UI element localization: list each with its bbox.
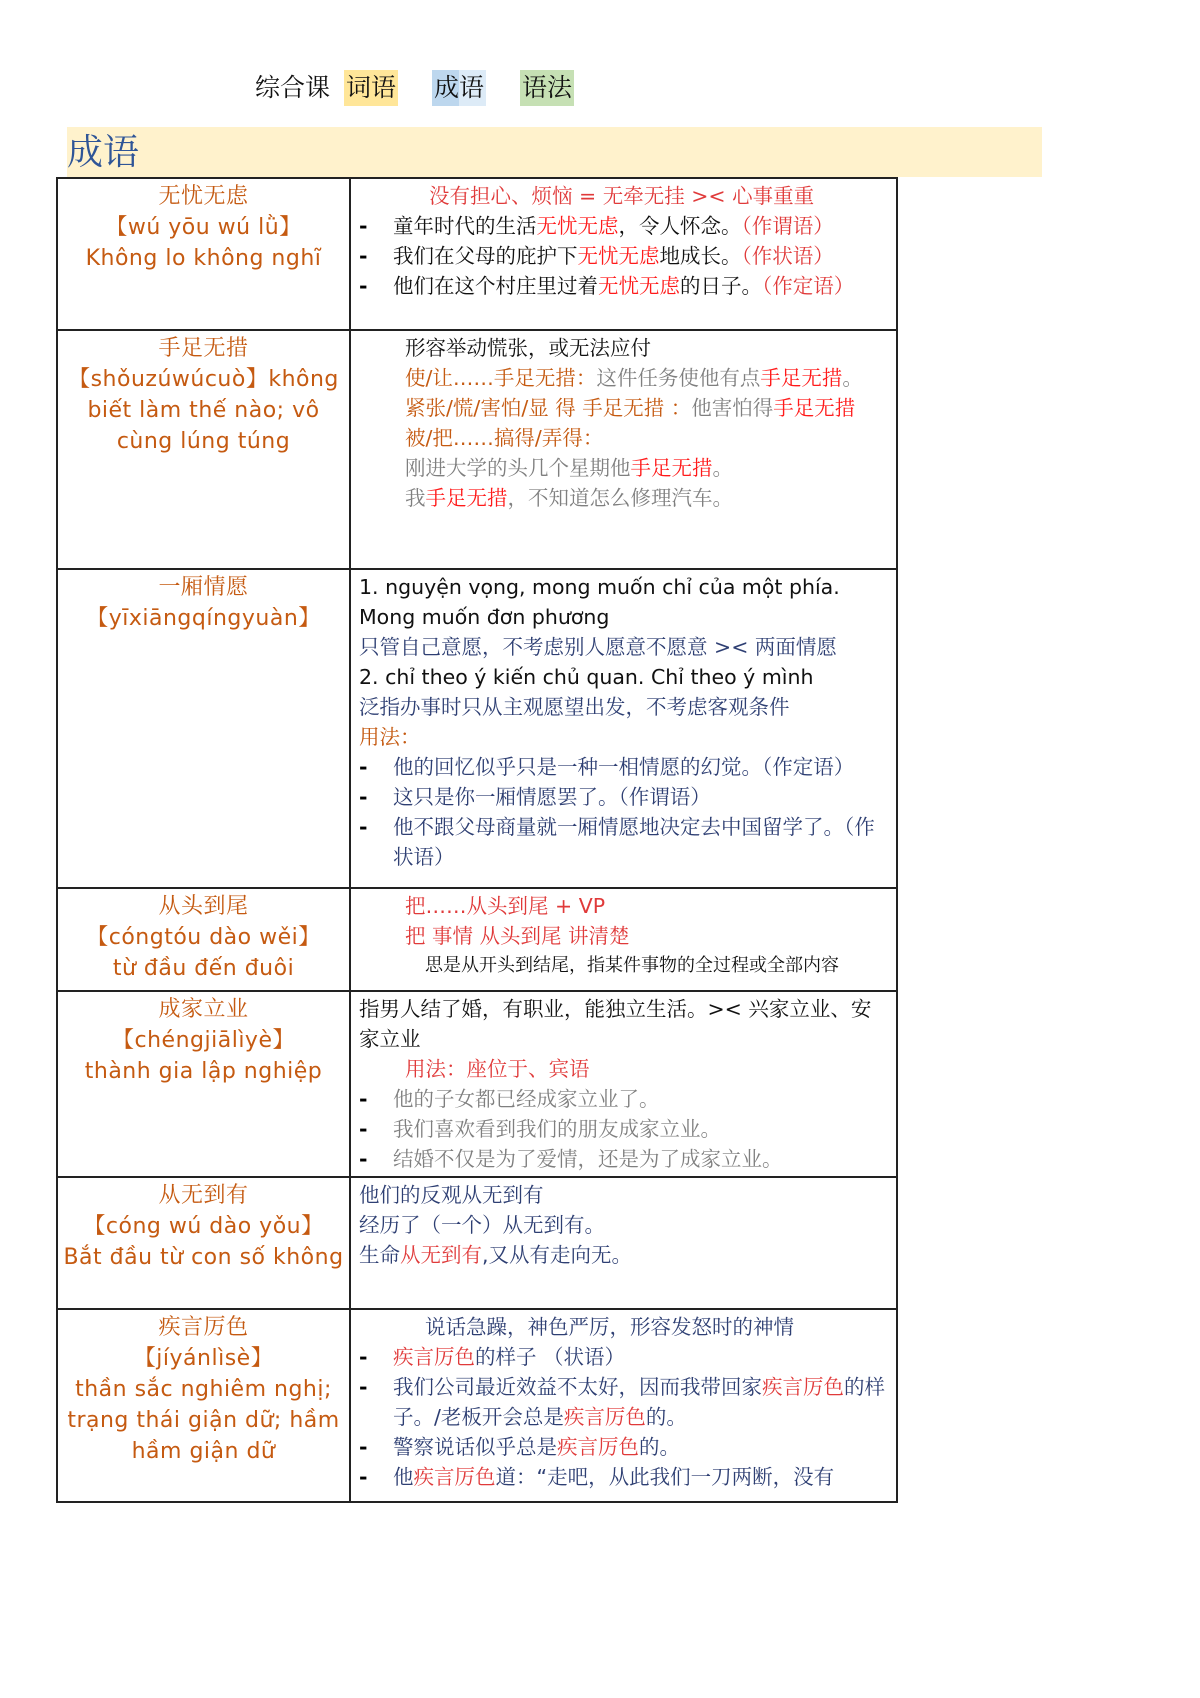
explanation-line — [359, 1180, 890, 1210]
text-segment: 形容举动慌张，或无法应付 — [405, 336, 651, 360]
section-title: 成语 — [67, 132, 140, 173]
text-segment: 指男人结了婚，有职业，能独立生活。>< 兴家立业、安家立业 — [359, 997, 872, 1051]
text-segment: 他不跟父母商量就一厢情愿地决定去中国留学了。（作状语） — [393, 815, 875, 869]
idiom-chinese: 成家立业 — [158, 997, 249, 1022]
explanation-line — [359, 1054, 890, 1084]
text-segment: 无忧无虑 — [536, 214, 619, 238]
explanation-line — [359, 333, 890, 363]
example-item — [359, 1342, 890, 1372]
text-segment: 他害怕得 — [691, 396, 774, 420]
text-segment: 疾言厉色 — [393, 1345, 475, 1369]
text-segment: ,又从有走向无。 — [482, 1243, 633, 1267]
text-segment: 无忧无虑 — [577, 244, 660, 268]
idiom-row — [57, 888, 897, 991]
idiom-gloss: thành gia lập nghiệp — [84, 1059, 323, 1084]
explanation-cell — [350, 330, 897, 569]
example-item — [359, 211, 890, 241]
explanation-line — [359, 393, 890, 423]
idiom-gloss: thần sắc nghiêm nghị; — [75, 1377, 332, 1402]
idiom-chinese: 疾言厉色 — [158, 1315, 249, 1340]
idiom-cell — [57, 1309, 350, 1502]
explanation-line — [359, 572, 890, 632]
text-segment: 的样子。/老板开会总是 — [393, 1375, 885, 1429]
idiom-cell — [57, 569, 350, 888]
idiom-row — [57, 991, 897, 1177]
tab-idioms[interactable]: 成语 — [432, 70, 486, 106]
text-segment: 被/把……搞得/弄得： — [405, 426, 604, 450]
text-segment: 我们在父母的庇护下 — [393, 244, 578, 268]
explanation-line — [359, 1210, 890, 1240]
example-item — [359, 271, 890, 301]
text-segment: 疾言厉色 — [413, 1465, 496, 1489]
idiom-cell — [57, 178, 350, 330]
text-segment: 的日子。 — [680, 274, 762, 298]
text-segment: 把……从头到尾 + VP — [405, 894, 606, 918]
text-segment: 我 — [405, 486, 426, 510]
example-item — [359, 1372, 890, 1432]
tab-vocabulary[interactable]: 词语 — [344, 70, 398, 106]
explanation-line — [359, 662, 890, 692]
idiom-gloss: Không lo không nghĩ — [85, 246, 322, 271]
text-segment: 他的子女都已经成家立业了。 — [393, 1087, 660, 1111]
text-segment: 没有担心、烦恼 = 无牵无挂 >< 心事重重 — [429, 184, 815, 208]
text-segment: 手足无措 — [773, 396, 856, 420]
text-segment: 把 事情 从头到尾 讲清楚 — [405, 924, 630, 948]
explanation-cell — [350, 888, 897, 991]
text-segment: 手足无措 — [630, 456, 713, 480]
text-segment: 刚进大学的头几个星期他 — [405, 456, 631, 480]
idiom-cell — [57, 888, 350, 991]
text-segment: 他 — [393, 1465, 414, 1489]
section-header — [67, 127, 1042, 177]
nav-title: 综合课 — [255, 73, 331, 102]
text-segment: 。 — [842, 366, 863, 390]
text-segment: 他们在这个村庄里过着 — [393, 274, 598, 298]
explanation-line — [359, 1240, 890, 1270]
example-item — [359, 1432, 890, 1462]
text-segment: ，令人怀念。 — [618, 214, 742, 238]
idiom-row — [57, 569, 897, 888]
text-segment: 我们喜欢看到我们的朋友成家立业。 — [393, 1117, 721, 1141]
idiom-gloss: 【jíyánlìsè】 — [133, 1346, 274, 1371]
explanation-line — [359, 181, 890, 211]
text-segment: 的样子 （状语） — [475, 1345, 626, 1369]
explanation-line — [359, 722, 890, 752]
example-item — [359, 1462, 890, 1492]
text-segment: ，不知道怎么修理汽车。 — [507, 486, 733, 510]
explanation-line — [359, 632, 890, 662]
explanation-line — [359, 994, 890, 1054]
idiom-row — [57, 178, 897, 330]
example-item — [359, 1144, 890, 1174]
text-segment: （作谓语） — [741, 214, 834, 238]
example-item — [359, 1114, 890, 1144]
text-segment: 泛指办事时只从主观愿望出发，不考虑客观条件 — [359, 695, 790, 719]
idiom-gloss: trạng thái giận dữ; hầm hầm giận dữ — [67, 1408, 340, 1464]
text-segment: 手足无措 — [760, 366, 843, 390]
example-item — [359, 812, 890, 872]
explanation-cell — [350, 1177, 897, 1309]
idiom-gloss: 【cóngtóu dào wěi】 — [86, 925, 321, 950]
explanation-cell — [350, 991, 897, 1177]
text-segment: 这只是你一厢情愿罢了。（作谓语） — [393, 785, 711, 809]
explanation-cell — [350, 1309, 897, 1502]
idiom-gloss: 【cóng wú dào yǒu】 — [83, 1214, 324, 1239]
example-item — [359, 1084, 890, 1114]
text-segment: 只管自己意愿，不考虑别人愿意不愿意 >< 两面情愿 — [359, 635, 837, 659]
text-segment: 疾言厉色 — [762, 1375, 844, 1399]
idiom-row — [57, 330, 897, 569]
idiom-gloss: 【chéngjiālìyè】 — [112, 1028, 295, 1053]
explanation-line — [359, 891, 890, 921]
idiom-cell — [57, 330, 350, 569]
idiom-gloss: 【shǒuzúwúcuò】không biết làm thế nào; vô cùng lúng túng — [68, 367, 339, 454]
explanation-line — [359, 423, 890, 453]
idiom-gloss: 【wú yōu wú lǜ】 — [105, 215, 302, 240]
text-segment: 用法： — [359, 725, 421, 749]
text-segment: 生命 — [359, 1243, 400, 1267]
explanation-line — [359, 363, 890, 393]
text-segment: 1. nguyện vọng, mong muốn chỉ của một phía. Mong muốn đơn phương — [359, 575, 840, 629]
text-segment: 的。 — [645, 1405, 687, 1429]
idiom-chinese: 一厢情愿 — [158, 575, 249, 600]
idiom-cell — [57, 1177, 350, 1309]
idiom-chinese: 从无到有 — [158, 1183, 249, 1208]
text-segment: 他的回忆似乎只是一种一相情愿的幻觉。（作定语） — [393, 755, 855, 779]
text-segment: 我们公司最近效益不太好，因而我带回家 — [393, 1375, 762, 1399]
text-segment: 说话急躁，神色严厉，形容发怒时的神情 — [425, 1315, 794, 1339]
text-segment: 。 — [712, 456, 733, 480]
text-segment: 手足无措 — [425, 486, 508, 510]
text-segment: 的。 — [639, 1435, 680, 1459]
idiom-chinese: 无忧无虑 — [158, 184, 249, 209]
text-segment: 使/让……手足无措： — [405, 366, 597, 390]
idiom-table — [56, 177, 898, 1503]
tab-grammar[interactable]: 语法 — [520, 70, 574, 106]
text-segment: 用法：座位于、宾语 — [405, 1057, 590, 1081]
text-segment: 警察说话似乎总是 — [393, 1435, 557, 1459]
explanation-line — [359, 453, 890, 483]
text-segment: 疾言厉色 — [557, 1435, 639, 1459]
idiom-row — [57, 1177, 897, 1309]
lesson-nav — [253, 70, 574, 106]
explanation-cell — [350, 569, 897, 888]
text-segment: 经历了（一个）从无到有。 — [359, 1213, 605, 1237]
text-segment: 思是从开头到结尾，指某件事物的全过程或全部内容 — [425, 955, 839, 976]
explanation-cell — [350, 178, 897, 330]
text-segment: 他们的反观从无到有 — [359, 1183, 544, 1207]
text-segment: 道：“走吧，从此我们一刀两断，没有 — [495, 1465, 835, 1489]
idiom-row — [57, 1309, 897, 1502]
idiom-gloss: từ đầu đến đuôi — [112, 956, 295, 981]
explanation-line — [359, 951, 890, 981]
example-item — [359, 782, 890, 812]
explanation-line — [359, 692, 890, 722]
idiom-chinese: 手足无措 — [158, 336, 249, 361]
text-segment: 2. chỉ theo ý kiến chủ quan. Chỉ theo ý mình — [359, 665, 814, 689]
text-segment: 结婚不仅是为了爱情，还是为了成家立业。 — [393, 1147, 783, 1171]
text-segment: 童年时代的生活 — [393, 214, 537, 238]
text-segment: 这件任务使他有点 — [596, 366, 761, 390]
text-segment: （作状语） — [741, 244, 834, 268]
text-segment: 从无到有 — [400, 1243, 482, 1267]
explanation-line — [359, 483, 890, 513]
text-segment: 地成长。 — [659, 244, 742, 268]
example-item — [359, 752, 890, 782]
idiom-chinese: 从头到尾 — [158, 894, 249, 919]
text-segment: 无忧无虑 — [598, 274, 680, 298]
text-segment: 紧张/慌/害怕/显 得 手足无措 ： — [405, 396, 692, 420]
idiom-cell — [57, 991, 350, 1177]
idiom-gloss: Bắt đầu từ con số không — [63, 1245, 344, 1270]
explanation-line — [359, 1312, 890, 1342]
text-segment: （作定语） — [762, 274, 855, 298]
explanation-line — [359, 921, 890, 951]
idiom-gloss: 【yīxiāngqíngyuàn】 — [86, 606, 321, 631]
text-segment: 疾言厉色 — [563, 1405, 646, 1429]
example-item — [359, 241, 890, 271]
